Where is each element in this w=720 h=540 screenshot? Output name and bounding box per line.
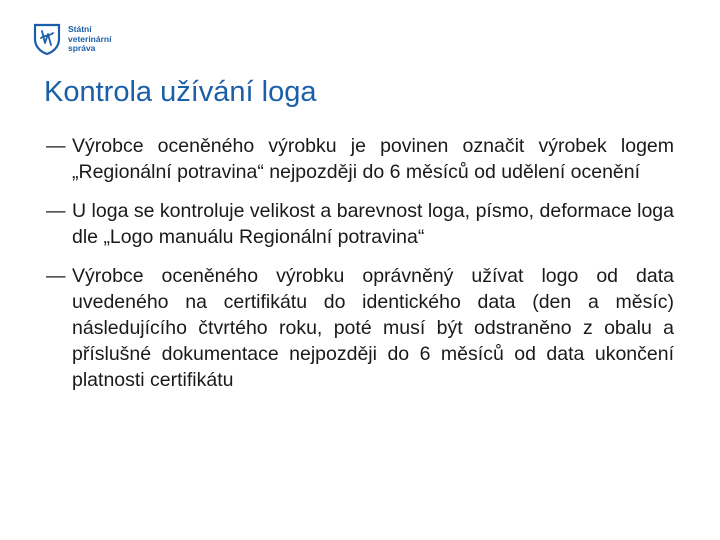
slide-title: Kontrola užívání loga bbox=[44, 76, 317, 108]
bullet-dash: — bbox=[46, 265, 66, 287]
logo-text bbox=[68, 25, 111, 54]
bullet-item bbox=[46, 198, 674, 250]
bullet-list bbox=[46, 133, 674, 406]
bullet-dash: — bbox=[46, 200, 66, 222]
bullet-item bbox=[46, 263, 674, 393]
logo-line-1: Státní bbox=[68, 24, 92, 34]
bullet-text: Výrobce oceněného výrobku je povinen označit výrobek logem „Regionální potravina“ nejpozději do 6 měsíců od udělení ocenění bbox=[72, 135, 674, 183]
bullet-item bbox=[46, 133, 674, 185]
logo-line-3: správa bbox=[68, 43, 96, 53]
svs-logo bbox=[33, 22, 111, 56]
logo-line-2: veterinární bbox=[68, 33, 112, 44]
svs-shield-icon bbox=[33, 22, 61, 56]
bullet-dash: — bbox=[46, 135, 66, 157]
bullet-text: Výrobce oceněného výrobku oprávněný užívat logo od data uvedeného na certifikátu do identického data (den a měsíc) následujícího čtvrtého roku, poté musí být odstraněno z obalu a příslušné dokumentace nejpozději do 6 měsíců od data ukončení platnosti certifikátu bbox=[72, 265, 674, 391]
bullet-text: U loga se kontroluje velikost a barevnost loga, písmo, deformace loga dle „Logo manuálu Regionální potravina“ bbox=[72, 200, 674, 248]
